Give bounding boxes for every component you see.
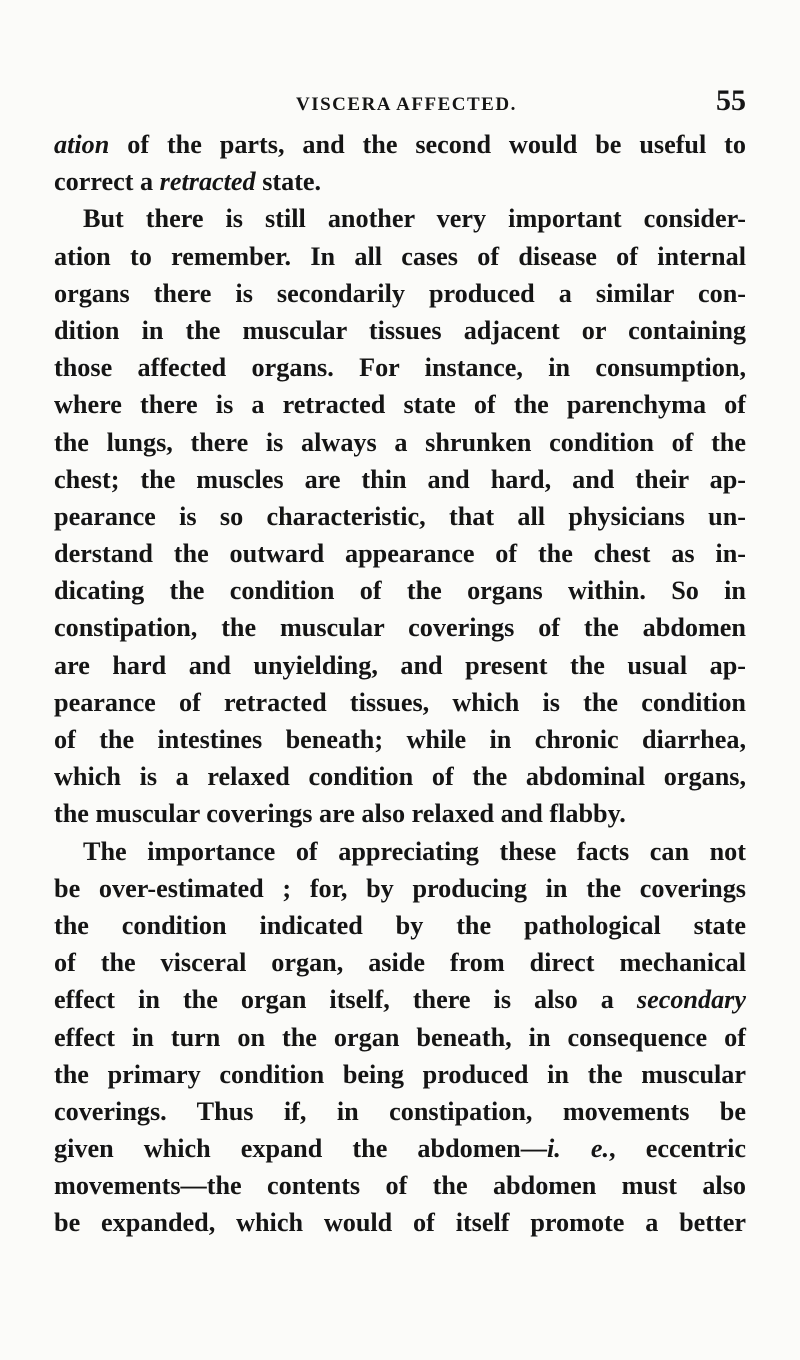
- text-line: pearance is so characteristic, that all physicians un-: [54, 501, 746, 531]
- text-line: chest; the muscles are thin and hard, and their ap-: [54, 464, 746, 494]
- text-line: coverings. Thus if, in constipation, movements be: [54, 1096, 746, 1126]
- text-line: dition in the muscular tissues adjacent or containing: [54, 315, 746, 345]
- text-line: given which expand the abdomen—i. e., eccentric: [54, 1134, 746, 1164]
- text-line: pearance of retracted tissues, which is the condition: [54, 687, 746, 717]
- running-head: [54, 80, 746, 126]
- text-line: But there is still another very important consider-: [83, 204, 746, 234]
- text-line: effect in the organ itself, there is also a secondary: [54, 985, 746, 1015]
- text-line: ation to remember. In all cases of disease of internal: [54, 241, 746, 271]
- text-line: those affected organs. For instance, in consumption,: [54, 353, 746, 383]
- text-line: The importance of appreciating these facts can not: [83, 836, 746, 866]
- text-line: of the visceral organ, aside from direct mechanical: [54, 948, 746, 978]
- text-line: dicating the condition of the organs within. So in: [54, 576, 746, 606]
- text-line: be over-estimated ; for, by producing in the coverings: [54, 873, 746, 903]
- text-line: movements—the contents of the abdomen must also: [54, 1171, 746, 1201]
- running-title: VISCERA AFFECTED.: [296, 94, 517, 115]
- body-text: [54, 126, 746, 1242]
- text-line: the condition indicated by the pathological state: [54, 910, 746, 940]
- text-line: constipation, the muscular coverings of the abdomen: [54, 613, 746, 643]
- text-line: ation of the parts, and the second would be useful to: [54, 130, 746, 159]
- text-line: where there is a retracted state of the parenchyma of: [54, 390, 746, 420]
- text-line: which is a relaxed condition of the abdominal organs,: [54, 762, 746, 792]
- page-number: 55: [716, 84, 746, 117]
- text-line: the muscular coverings are also relaxed and flabby.: [54, 799, 626, 829]
- text-line: derstand the outward appearance of the chest as in-: [54, 539, 746, 569]
- text-line: be expanded, which would of itself promote a better: [54, 1208, 746, 1238]
- text-line: of the intestines beneath; while in chronic diarrhea,: [54, 725, 746, 754]
- text-line: the primary condition being produced in the muscular: [54, 1059, 746, 1089]
- text-line: the lungs, there is always a shrunken condition of the: [54, 427, 746, 457]
- text-line: organs there is secondarily produced a similar con-: [54, 278, 746, 308]
- text-line: are hard and unyielding, and present the usual ap-: [54, 650, 746, 680]
- text-line: effect in turn on the organ beneath, in consequence of: [54, 1022, 746, 1052]
- text-line: correct a retracted state.: [54, 167, 322, 197]
